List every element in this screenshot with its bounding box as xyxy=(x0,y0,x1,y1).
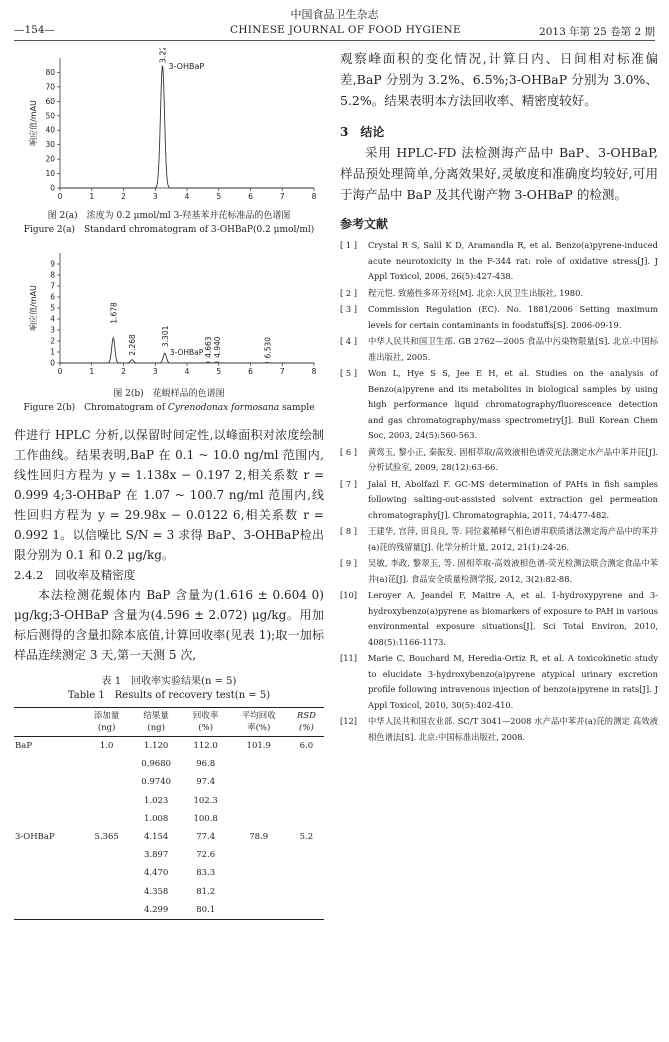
table-cell xyxy=(229,810,289,828)
table-cell xyxy=(229,864,289,882)
table-cell xyxy=(14,883,84,901)
reference-list xyxy=(340,238,658,745)
reference-item xyxy=(340,477,658,524)
section-heading-conclusion: 3 结论 xyxy=(340,125,385,139)
table-cell: 1.0 xyxy=(99,741,114,752)
y-tick-label: 9 xyxy=(50,259,55,269)
table-row xyxy=(14,846,324,864)
table-cell: 78.9 xyxy=(249,832,269,843)
x-tick-label: 5 xyxy=(216,367,222,376)
table-header-cell: 平均回收 率(%) xyxy=(229,708,289,737)
table-cell xyxy=(84,883,130,901)
table-cell xyxy=(84,792,130,810)
chromatogram-b xyxy=(14,247,324,379)
table-header-cell: 结果量 (ng) xyxy=(130,708,183,737)
table-cell xyxy=(289,901,324,920)
table-cell xyxy=(289,773,324,791)
table-cell: 5.2 xyxy=(299,832,314,843)
table-cell: 4.154 xyxy=(143,832,169,843)
table-cell: 97.4 xyxy=(196,777,216,788)
y-tick-label: 20 xyxy=(45,154,55,164)
table-row xyxy=(14,810,324,828)
right-column xyxy=(340,48,658,746)
reference-text: Won L, Hye S S, Jee E H, et al. Studies on the analysis of Benzo(a)pyrene and its metabolites in biological samples by using high performance liquid chromatography/fluorescence detection and gas chromatography/mass spectrometry[J]. Bull Korean Chem Soc, 2003, 24(5):560-563. xyxy=(368,368,658,440)
table-header-cell xyxy=(14,708,84,737)
reference-item xyxy=(340,302,658,333)
subsection-heading: 2.4.2 回收率及精密度 xyxy=(14,568,136,582)
y-tick-label: 0 xyxy=(50,358,55,368)
peak-retention-label: 4.940 xyxy=(212,336,222,358)
table-cell: 0.9680 xyxy=(141,759,172,770)
page-number: —154— xyxy=(14,24,56,36)
x-tick-label: 8 xyxy=(311,192,317,201)
reference-number: [11] xyxy=(340,653,358,663)
y-axis-label: 响应值/mAU xyxy=(29,100,38,146)
table-cell xyxy=(14,810,84,828)
table-cell: 112.0 xyxy=(193,741,218,752)
table-cell xyxy=(229,773,289,791)
x-tick-label: 1 xyxy=(89,367,95,376)
x-tick-label: 4 xyxy=(184,367,190,376)
figure-a-caption-en: Figure 2(a) Standard chromatogram of 3-OHBaP(0.2 μmol/ml) xyxy=(23,225,315,235)
x-tick-label: 0 xyxy=(57,192,63,201)
table-row xyxy=(14,883,324,901)
left-column xyxy=(14,48,324,920)
table-cell: 6.0 xyxy=(299,741,314,752)
left-paragraph-1: 件进行 HPLC 分析,以保留时间定性,以峰面积对浓度绘制工作曲线。结果表明,BaP 在 0.1 ~ 10.0 ng/ml 范围内,线性回归方程为 y = 1.138x − 0.197 2,相关系数 r = 0.999 4;3-OHBaP 在 1.07 ~ 100.7 ng/ml 范围内,线性回归方程为 y = 29.98x − 0.0122 6,相关系数 r = 0.992 1。以信噪比 S/N = 3 求得 BaP、3-OHBaP检出限分别为 0.1 和 0.2 μg/kg。 xyxy=(14,428,324,562)
x-tick-label: 6 xyxy=(248,192,253,201)
reference-text: Leroyer A, Jeandel F, Maitre A, et al. 1-hydroxypyrene and 3-hydroxybenzo(a)pyrene as biomarkers of exposure to PAH in various environmental exposure situations[J]. Sci Total Environ, 2010, 408(5):1166-1173. xyxy=(368,590,658,647)
y-tick-label: 7 xyxy=(50,281,55,291)
reference-number: [ 5 ] xyxy=(340,368,358,378)
reference-text: 王建华, 宫萍, 田良良, 等. 同位素稀释气相色谱串联质谱法测定海产品中的苯并(a)芘的残留量[J]. 化学分析计量, 2012, 21(1):24-26. xyxy=(368,526,658,552)
reference-number: [ 4 ] xyxy=(340,336,358,346)
right-paragraph-2: 采用 HPLC-FD 法检测海产品中 BaP、3-OHBaP,样品预处理简单,分离效果好,灵敏度和准确度均较好,可用于海产品中 BaP 及其代谢产物 3-OHBaP 的检测。 xyxy=(340,145,658,202)
table-cell xyxy=(84,773,130,791)
table-cell: 5.365 xyxy=(94,832,119,843)
reference-number: [ 9 ] xyxy=(340,558,358,568)
peak-retention-label: 6.530 xyxy=(263,336,273,359)
table-cell xyxy=(84,901,130,920)
reference-number: [10] xyxy=(340,590,358,600)
reference-number: [ 7 ] xyxy=(340,478,358,489)
left-paragraph-2: 本法检测花蜆体内 BaP 含量为(1.616 ± 0.604 0) μg/kg;3-OHBaP 含量为(4.596 ± 2.072) μg/kg。用加标后测得的含量扣除本底值,计算回收率(见表 1);取一加标样品连续测定 3 天,第一天测 5 次, xyxy=(14,588,324,662)
reference-item xyxy=(340,556,658,587)
reference-item xyxy=(340,286,658,302)
x-tick-label: 2 xyxy=(121,367,126,376)
peak-retention-label: 2.268 xyxy=(128,334,138,356)
reference-text: 黄鸾玉, 黎小正, 秦振发. 固相萃取/高效液相色谱荧光法测定水产品中苯并芘[J]. 分析试验室, 2009, 28(12):63-66. xyxy=(368,446,658,472)
reference-item xyxy=(340,445,658,476)
reference-item xyxy=(340,588,658,650)
x-tick-label: 6 xyxy=(248,367,253,376)
y-tick-label: 40 xyxy=(45,125,55,135)
y-tick-label: 30 xyxy=(45,140,55,150)
table-title-cn: 表 1 回收率实验结果(n = 5) xyxy=(101,676,237,687)
table-cell: 1.120 xyxy=(143,741,169,752)
y-tick-label: 10 xyxy=(45,169,55,179)
table-cell: 96.8 xyxy=(196,759,216,770)
compound-label: 3-OHBaP xyxy=(169,348,204,358)
reference-number: [ 6 ] xyxy=(340,446,358,457)
references-heading: 参考文献 xyxy=(340,217,389,231)
reference-item xyxy=(340,238,658,285)
table-cell: 77.4 xyxy=(196,832,216,843)
reference-number: [ 2 ] xyxy=(340,287,358,298)
x-tick-label: 3 xyxy=(152,192,158,201)
journal-title-cn: 中国食品卫生杂志 xyxy=(290,8,379,21)
reference-text: 程元恺. 致癌性多环芳烃[M]. 北京:人民卫生出版社, 1980. xyxy=(368,287,583,298)
y-tick-label: 3 xyxy=(50,325,55,335)
chromatogram-a xyxy=(14,48,324,203)
table-cell: 4.299 xyxy=(130,901,183,920)
reference-item xyxy=(340,334,658,365)
reference-text: 中华人民共和国农业部. SC/T 3041—2008 水产品中苯并(a)芘的测定 高效液相色谱法[S]. 北京:中国标准出版社, 2008. xyxy=(368,716,658,742)
issue-info: 2013 年第 25 卷第 2 期 xyxy=(539,26,655,38)
y-tick-label: 80 xyxy=(45,67,55,77)
table-cell xyxy=(84,810,130,828)
right-paragraph-1: 观察峰面积的变化情况,计算日内、日间相对标准偏差,BaP 分别为 3.2%、6.5%;3-OHBaP 分别为 3.0%、5.2%。结果表明本方法回收率、精密度较好。 xyxy=(340,51,658,108)
x-tick-label: 1 xyxy=(89,192,95,201)
table-cell xyxy=(289,864,324,882)
peak-retention-label: 3.301 xyxy=(160,325,170,348)
y-tick-label: 8 xyxy=(50,270,55,280)
table-row xyxy=(14,864,324,882)
table-cell xyxy=(229,846,289,864)
table-cell: 3.897 xyxy=(143,850,169,861)
y-tick-label: 4 xyxy=(50,314,55,324)
figure-b-caption-en xyxy=(14,401,324,415)
table-cell xyxy=(289,755,324,773)
y-tick-label: 50 xyxy=(45,111,55,121)
recovery-table xyxy=(14,707,324,920)
chromatogram-trace xyxy=(60,66,314,188)
x-tick-label: 3 xyxy=(152,367,158,376)
reference-text: 中华人民共和国卫生部. GB 2762—2005 食品中污染物限量[S]. 北京:中国标准出版社, 2005. xyxy=(368,336,658,362)
figure-a-caption-cn: 图 2(a) 浓度为 0.2 μmol/ml 3-羟基苯并芘标准品的色谱图 xyxy=(47,211,291,221)
peak-retention-label: 1.678 xyxy=(109,302,119,324)
table-row xyxy=(14,901,324,920)
table-cell xyxy=(14,773,84,791)
table-cell: 83.3 xyxy=(196,868,216,879)
table-cell xyxy=(14,755,84,773)
table-title-en: Table 1 Results of recovery test(n = 5) xyxy=(67,690,271,701)
table-cell xyxy=(14,792,84,810)
reference-text: 吴敏, 李政, 黎翠玉, 等. 固相萃取-高效液相色谱-荧光检测法联合测定食品中苯并(a)芘[J]. 食品安全质量检测学报, 2012, 3(2):82-88. xyxy=(368,558,658,584)
reference-text: Commission Regulation (EC). No. 1881/2006 Setting maximum levels for certain contaminants in foodstuffs[S]. 2006-09-19. xyxy=(368,304,658,330)
table-row xyxy=(14,773,324,791)
table-cell: 4.358 xyxy=(143,886,169,897)
table-cell: 1.023 xyxy=(143,795,169,806)
y-tick-label: 70 xyxy=(45,82,55,92)
y-tick-label: 0 xyxy=(50,183,55,193)
reference-item xyxy=(340,524,658,555)
journal-title-en: CHINESE JOURNAL OF FOOD HYGIENE xyxy=(230,24,461,36)
figure-b-caption-prefix: Figure 2(b) Chromatogram of xyxy=(23,403,168,413)
table-cell: 0.9740 xyxy=(141,777,172,788)
table-cell: 81.2 xyxy=(196,886,216,897)
table-cell xyxy=(14,846,84,864)
header-rule xyxy=(14,40,655,41)
figure-b-caption-cn: 图 2(b) 花蜆样品的色谱图 xyxy=(113,389,225,399)
table-cell xyxy=(229,755,289,773)
y-tick-label: 5 xyxy=(50,303,55,313)
y-tick-label: 2 xyxy=(50,336,55,346)
y-tick-label: 60 xyxy=(45,96,55,106)
table-cell xyxy=(84,846,130,864)
table-cell: 80.1 xyxy=(183,901,229,920)
table-cell xyxy=(229,901,289,920)
table-header-cell: 回收率 (%) xyxy=(183,708,229,737)
reference-text: Marie C, Bouchard M, Heredia-Ortiz R, et al. A toxicokinetic study to elucidate 3-hydroxybenzo(a)pyrene atypical urinary excretion profile following intravenous injection of benzo(a)pyrene in rats[J]. J Appl Toxicol, 2010, 30(5):402-410. xyxy=(368,653,658,710)
reference-number: [ 1 ] xyxy=(340,240,358,250)
reference-text: Jalal H, Abolfazl F. GC-MS determination of PAHs in fish samples following salting-out-assisted solvent extraction gel permeation chromatography[J]. Chromatographia, 2011, 74:477-482. xyxy=(368,478,658,520)
x-tick-label: 5 xyxy=(216,192,222,201)
compound-label: 3-OHBaP xyxy=(168,62,205,72)
table-cell: 101.9 xyxy=(246,741,271,752)
peak-retention-label: 3.228 xyxy=(158,48,168,64)
table-cell xyxy=(14,864,84,882)
reference-item xyxy=(340,651,658,713)
table-cell xyxy=(289,846,324,864)
reference-number: [ 8 ] xyxy=(340,526,358,536)
table-cell: 1.008 xyxy=(143,813,169,824)
table-header-cell: 添加量 (ng) xyxy=(84,708,130,737)
table-cell: 100.8 xyxy=(193,813,218,824)
y-axis-label: 响应值/mAU xyxy=(29,285,38,331)
reference-number: [12] xyxy=(340,716,358,726)
table-cell: BaP xyxy=(15,741,33,752)
table-cell: 102.3 xyxy=(193,795,218,806)
table-cell: 72.6 xyxy=(196,850,216,861)
table-row xyxy=(14,792,324,810)
figure-b-caption-suffix: sample xyxy=(279,403,315,413)
peak-retention-label: 4.663 xyxy=(204,336,214,358)
table-cell xyxy=(289,883,324,901)
x-tick-label: 8 xyxy=(311,367,317,376)
y-tick-label: 1 xyxy=(50,347,55,357)
table-cell xyxy=(289,792,324,810)
x-tick-label: 4 xyxy=(184,192,190,201)
table-row xyxy=(14,737,324,756)
table-cell xyxy=(289,810,324,828)
table-cell xyxy=(84,864,130,882)
table-cell xyxy=(14,901,84,920)
reference-item xyxy=(340,366,658,444)
table-cell xyxy=(229,792,289,810)
table-header-cell: RSD (%) xyxy=(289,708,324,737)
figure-b-caption-species: Cyrenodonax formosana xyxy=(167,403,280,413)
x-tick-label: 7 xyxy=(279,192,285,201)
y-tick-label: 6 xyxy=(50,292,55,302)
table-row xyxy=(14,828,324,846)
reference-item xyxy=(340,714,658,745)
table-cell: 3-OHBaP xyxy=(15,832,55,843)
table-cell xyxy=(229,883,289,901)
x-tick-label: 7 xyxy=(279,367,285,376)
reference-text: Crystal R S, Salil K D, Aramandla R, et al. Benzo(a)pyrene-induced acute neurotoxicity in the F-344 rat: role of oxidative stress[J]. J Appl Toxicol, 2006, 26(5):427-438. xyxy=(368,240,658,281)
table-cell xyxy=(84,755,130,773)
reference-number: [ 3 ] xyxy=(340,304,358,314)
x-tick-label: 0 xyxy=(57,367,63,376)
x-tick-label: 2 xyxy=(121,192,126,201)
table-row xyxy=(14,755,324,773)
table-cell: 4.470 xyxy=(143,868,169,879)
